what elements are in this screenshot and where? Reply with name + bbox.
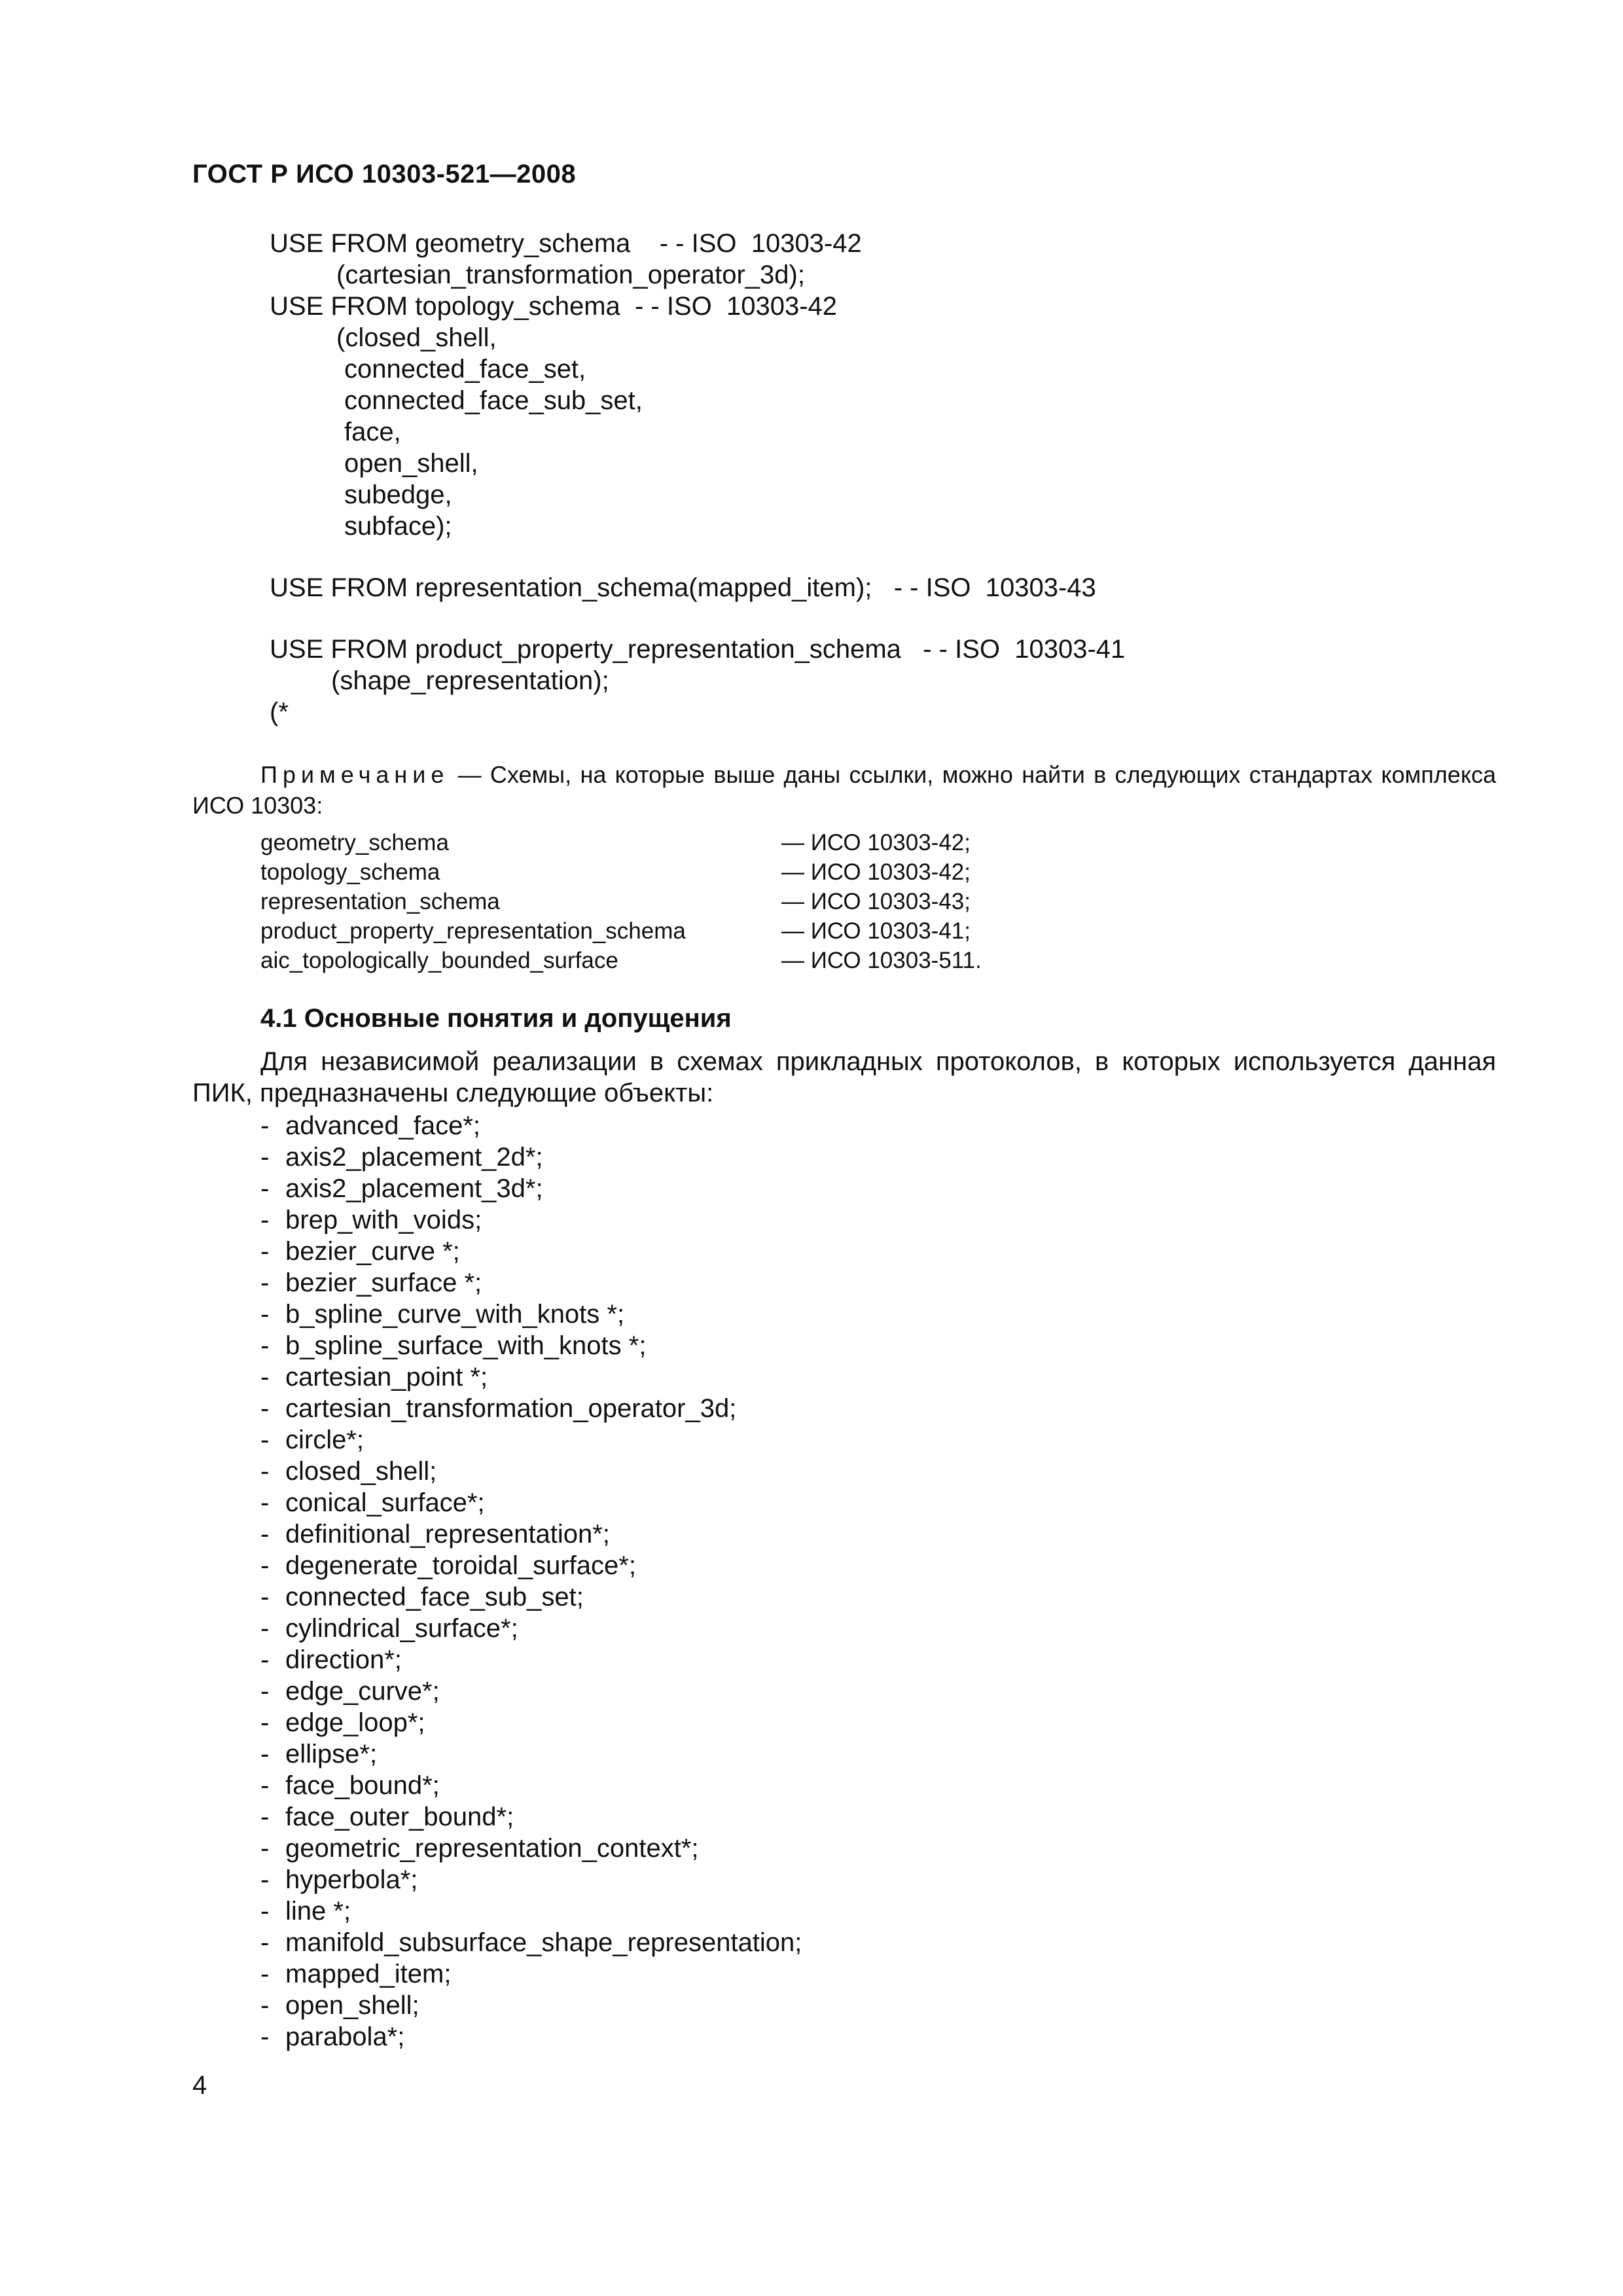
list-dash: - bbox=[260, 1645, 270, 1674]
code-line: USE FROM representation_schema(mapped_item); - - ISO 10303-43 bbox=[270, 573, 1096, 602]
list-item-text: face_bound*; bbox=[285, 1771, 440, 1800]
list-item-text: degenerate_toroidal_surface*; bbox=[285, 1551, 636, 1580]
list-item bbox=[260, 1299, 802, 1330]
list-dash: - bbox=[260, 1237, 270, 1266]
list-dash: - bbox=[260, 1174, 270, 1203]
list-dash: - bbox=[260, 1583, 270, 1611]
section-heading: 4.1 Основные понятия и допущения bbox=[260, 1004, 732, 1033]
schema-name: aic_topologically_bounded_surface bbox=[260, 948, 618, 973]
list-item bbox=[260, 1236, 802, 1267]
code-line: (shape_representation); bbox=[331, 666, 609, 695]
code-line: USE FROM product_property_representation_schema - - ISO 10303-41 bbox=[270, 635, 1126, 664]
list-item bbox=[260, 1487, 802, 1518]
page-number: 4 bbox=[192, 2071, 207, 2100]
iso-reference: — ИСО 10303-41; bbox=[781, 918, 971, 944]
list-item-text: line *; bbox=[285, 1897, 351, 1926]
list-item-text: advanced_face*; bbox=[285, 1111, 481, 1140]
list-item bbox=[260, 1990, 802, 2021]
list-item-text: brep_with_voids; bbox=[285, 1206, 482, 1234]
list-item-text: cartesian_point *; bbox=[285, 1363, 488, 1391]
code-line: USE FROM topology_schema - - ISO 10303-42 bbox=[270, 292, 838, 321]
note-label: Примечание bbox=[260, 761, 450, 788]
list-dash: - bbox=[260, 1614, 270, 1643]
list-dash: - bbox=[260, 1394, 270, 1423]
list-item bbox=[260, 1770, 802, 1801]
list-item bbox=[260, 1644, 802, 1676]
list-dash: - bbox=[260, 1331, 270, 1360]
list-item bbox=[260, 1833, 802, 1864]
list-item-text: direction*; bbox=[285, 1645, 402, 1674]
page-header: ГОСТ Р ИСО 10303-521—2008 bbox=[192, 160, 577, 188]
list-item-text: cylindrical_surface*; bbox=[285, 1614, 518, 1643]
list-dash: - bbox=[260, 1488, 270, 1517]
code-line: USE FROM geometry_schema - - ISO 10303-42 bbox=[270, 229, 862, 258]
list-dash: - bbox=[260, 1677, 270, 1706]
code-line: (cartesian_transformation_operator_3d); bbox=[336, 260, 805, 289]
list-item bbox=[260, 1267, 802, 1299]
list-item bbox=[260, 1738, 802, 1770]
iso-reference: — ИСО 10303-42; bbox=[781, 859, 971, 885]
list-dash: - bbox=[260, 1991, 270, 2020]
note-paragraph bbox=[192, 759, 1496, 821]
list-item-text: open_shell; bbox=[285, 1991, 419, 2020]
list-dash: - bbox=[260, 1426, 270, 1454]
list-dash: - bbox=[260, 1708, 270, 1737]
code-line: subedge, bbox=[344, 480, 452, 509]
iso-reference: — ИСО 10303-42; bbox=[781, 830, 971, 855]
list-item-text: geometric_representation_context*; bbox=[285, 1834, 699, 1863]
list-item bbox=[260, 1676, 802, 1707]
list-item-text: edge_loop*; bbox=[285, 1708, 425, 1737]
list-item-text: axis2_placement_2d*; bbox=[285, 1143, 543, 1172]
list-item bbox=[260, 1204, 802, 1236]
list-item bbox=[260, 1456, 802, 1487]
list-dash: - bbox=[260, 1740, 270, 1768]
code-line: face, bbox=[344, 418, 401, 446]
list-item bbox=[260, 1895, 802, 1927]
schema-name: geometry_schema bbox=[260, 830, 449, 855]
list-dash: - bbox=[260, 2022, 270, 2051]
list-item bbox=[260, 1110, 802, 1141]
list-item bbox=[260, 1581, 802, 1613]
paragraph-text: Для независимой реализации в схемах прикладных протоколов, в которых используется данная ПИК, предназначены следующие объекты: bbox=[192, 1047, 1496, 1107]
list-item bbox=[260, 1927, 802, 1958]
list-dash: - bbox=[260, 1551, 270, 1580]
note-text: — Схемы, на которые выше даны ссылки, можно найти в следующих стандартах комплекса ИСО 10303: bbox=[192, 761, 1496, 819]
list-item bbox=[260, 1801, 802, 1833]
code-line: (closed_shell, bbox=[336, 323, 497, 352]
list-item bbox=[260, 1361, 802, 1393]
list-item-text: bezier_curve *; bbox=[285, 1237, 460, 1266]
list-item bbox=[260, 1613, 802, 1644]
list-dash: - bbox=[260, 1834, 270, 1863]
list-item bbox=[260, 1518, 802, 1550]
entity-list bbox=[260, 1110, 802, 2053]
list-dash: - bbox=[260, 1300, 270, 1329]
list-item-text: manifold_subsurface_shape_representation; bbox=[285, 1928, 802, 1957]
list-dash: - bbox=[260, 1111, 270, 1140]
list-item-text: mapped_item; bbox=[285, 1960, 452, 1988]
section-paragraph bbox=[192, 1046, 1496, 1109]
list-dash: - bbox=[260, 1363, 270, 1391]
list-item bbox=[260, 1141, 802, 1173]
list-item-text: connected_face_sub_set; bbox=[285, 1583, 584, 1611]
list-dash: - bbox=[260, 1143, 270, 1172]
list-item-text: conical_surface*; bbox=[285, 1488, 485, 1517]
list-dash: - bbox=[260, 1268, 270, 1297]
list-dash: - bbox=[260, 1928, 270, 1957]
list-dash: - bbox=[260, 1457, 270, 1486]
list-item-text: parabola*; bbox=[285, 2022, 405, 2051]
list-dash: - bbox=[260, 1520, 270, 1549]
code-line: open_shell, bbox=[344, 449, 478, 478]
list-item-text: definitional_representation*; bbox=[285, 1520, 610, 1549]
schema-name: representation_schema bbox=[260, 889, 500, 914]
list-item bbox=[260, 1424, 802, 1456]
list-dash: - bbox=[260, 1865, 270, 1894]
list-item-text: closed_shell; bbox=[285, 1457, 437, 1486]
list-item-text: circle*; bbox=[285, 1426, 365, 1454]
code-line: subface); bbox=[344, 512, 452, 541]
list-item-text: edge_curve*; bbox=[285, 1677, 440, 1706]
list-item bbox=[260, 1550, 802, 1581]
list-item bbox=[260, 1958, 802, 1990]
iso-reference: — ИСО 10303-43; bbox=[781, 889, 971, 914]
list-item-text: face_outer_bound*; bbox=[285, 1803, 514, 1831]
list-dash: - bbox=[260, 1803, 270, 1831]
list-item-text: hyperbola*; bbox=[285, 1865, 418, 1894]
list-item bbox=[260, 1707, 802, 1738]
list-dash: - bbox=[260, 1960, 270, 1988]
list-item-text: b_spline_surface_with_knots *; bbox=[285, 1331, 647, 1360]
list-dash: - bbox=[260, 1206, 270, 1234]
code-line: (* bbox=[270, 698, 289, 726]
list-item-text: cartesian_transformation_operator_3d; bbox=[285, 1394, 737, 1423]
list-item-text: b_spline_curve_with_knots *; bbox=[285, 1300, 625, 1329]
list-item bbox=[260, 2021, 802, 2053]
list-dash: - bbox=[260, 1771, 270, 1800]
list-item bbox=[260, 1330, 802, 1361]
list-item bbox=[260, 1393, 802, 1424]
list-dash: - bbox=[260, 1897, 270, 1926]
schema-name: topology_schema bbox=[260, 859, 440, 885]
code-line: connected_face_sub_set, bbox=[344, 386, 643, 415]
list-item-text: axis2_placement_3d*; bbox=[285, 1174, 543, 1203]
schema-name: product_property_representation_schema bbox=[260, 918, 686, 944]
list-item bbox=[260, 1864, 802, 1895]
list-item bbox=[260, 1173, 802, 1204]
list-item-text: bezier_surface *; bbox=[285, 1268, 482, 1297]
list-item-text: ellipse*; bbox=[285, 1740, 378, 1768]
code-line: connected_face_set, bbox=[344, 355, 586, 384]
iso-reference: — ИСО 10303-511. bbox=[781, 948, 982, 973]
